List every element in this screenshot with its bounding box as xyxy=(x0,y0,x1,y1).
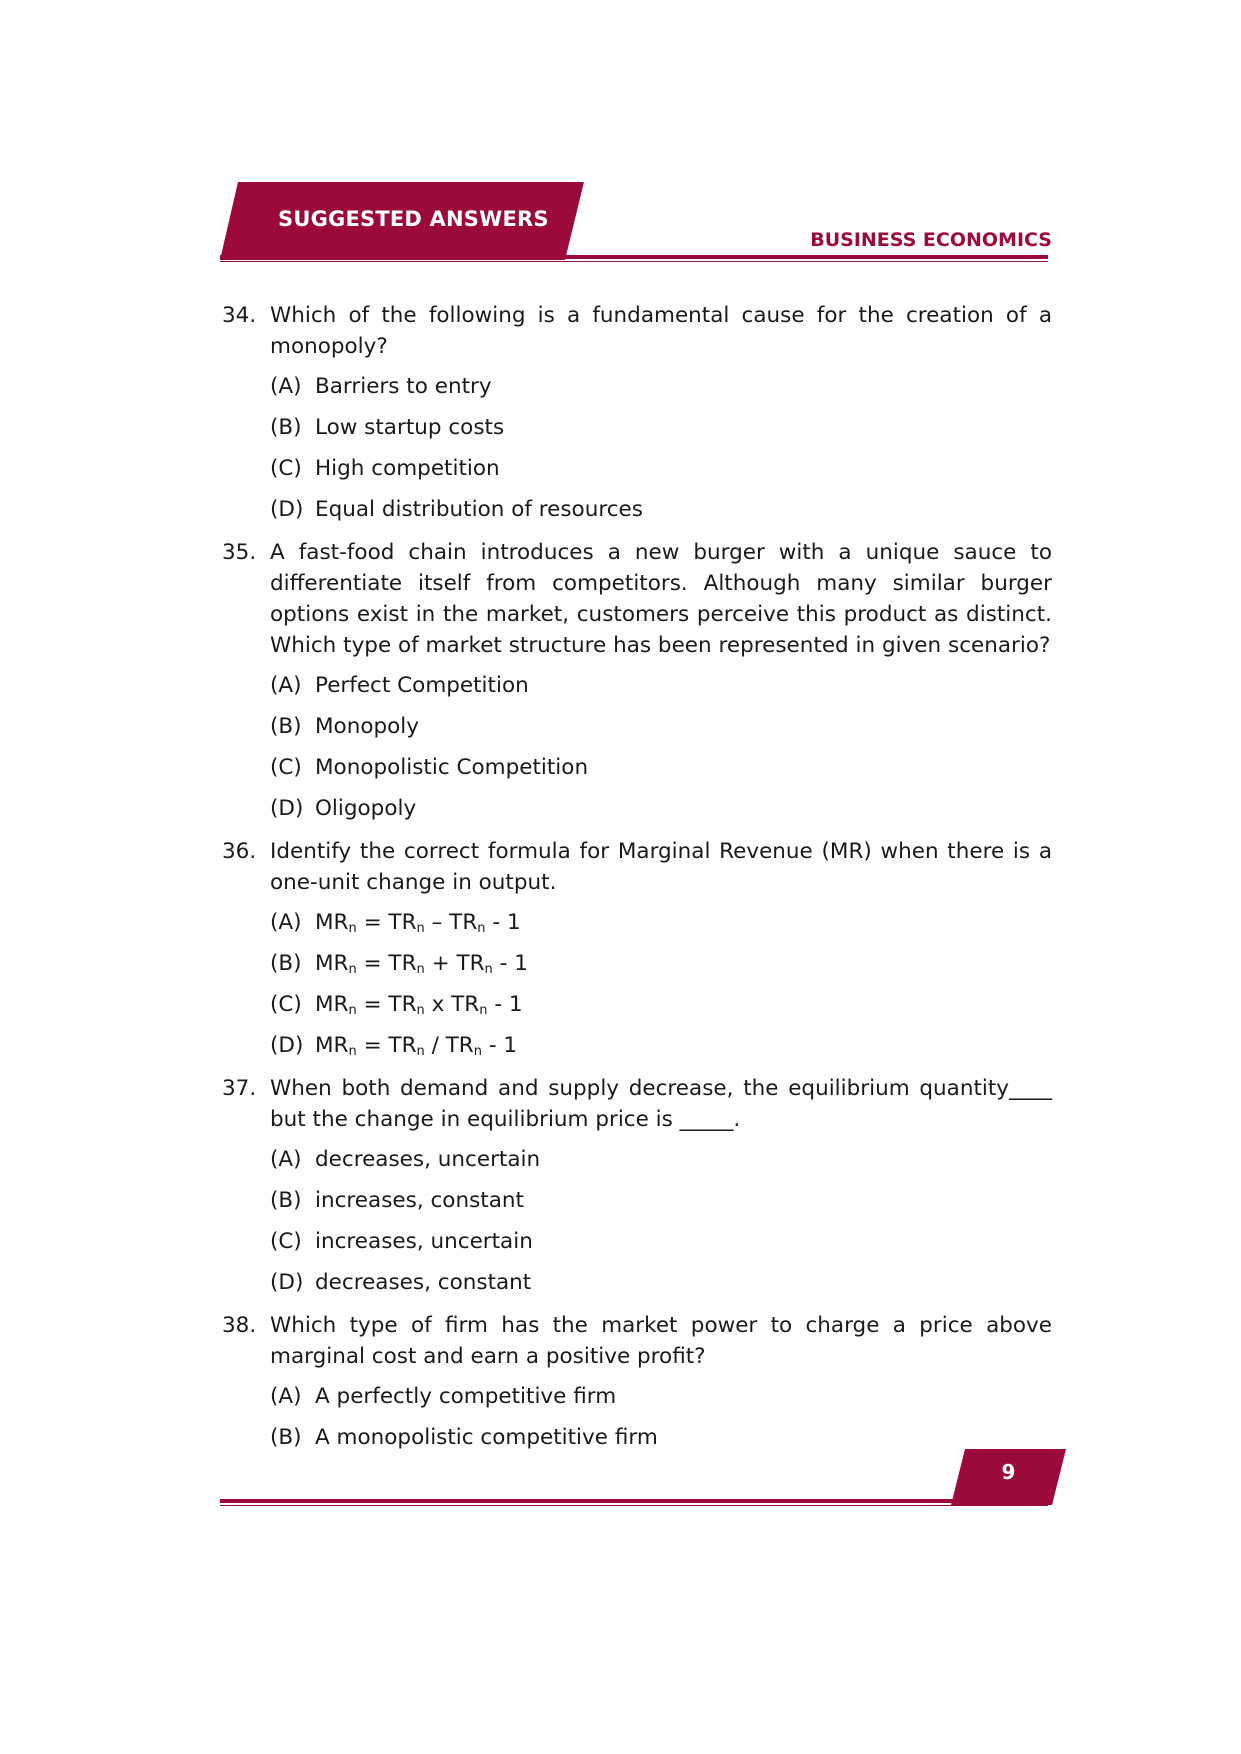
option-b xyxy=(270,1422,1052,1453)
option-label: (D) xyxy=(270,1270,304,1295)
formula: $MR_n = TR_n + TR_n - 1$ xyxy=(315,951,528,977)
option-b xyxy=(270,412,1052,443)
option-a xyxy=(270,371,1052,402)
option-label: (D) xyxy=(270,796,304,821)
option-list xyxy=(270,1144,1052,1298)
option-text: Equal distribution of resources xyxy=(315,497,643,522)
footer-rule-thick xyxy=(220,1499,953,1503)
question-number: 38. xyxy=(222,1313,257,1338)
option-text: increases, uncertain xyxy=(315,1229,533,1254)
option-text: A monopolistic competitive firm xyxy=(315,1425,658,1450)
option-label: (B) xyxy=(270,1188,302,1213)
question-list xyxy=(222,300,1052,1465)
option-label: (D) xyxy=(270,1033,304,1058)
option-b xyxy=(270,711,1052,742)
option-label: (C) xyxy=(270,456,302,481)
question-text: Which type of firm has the market power to charge a price above marginal cost and earn a positive profit? xyxy=(270,1313,1052,1369)
formula: $MR_n = TR_n - TR_n - 1$ xyxy=(315,910,521,936)
question-36 xyxy=(222,836,1052,1061)
option-list xyxy=(270,907,1052,1061)
option-b xyxy=(270,1185,1052,1216)
option-text: Monopolistic Competition xyxy=(315,755,589,780)
option-text: Perfect Competition xyxy=(315,673,529,698)
option-text: increases, constant xyxy=(315,1188,524,1213)
option-list xyxy=(270,670,1052,824)
option-c xyxy=(270,989,1052,1020)
option-c xyxy=(270,1226,1052,1257)
header-rule-thick xyxy=(220,255,1048,259)
option-label: (C) xyxy=(270,992,302,1017)
question-text: When both demand and supply decrease, the equilibrium quantity____ but the change in equilibrium price is _____. xyxy=(270,1076,1052,1132)
option-label: (A) xyxy=(270,374,302,399)
option-list xyxy=(270,1381,1052,1453)
footer-rule-thin xyxy=(220,1505,1048,1506)
option-label: (A) xyxy=(270,910,302,935)
option-label: (B) xyxy=(270,951,302,976)
option-c xyxy=(270,453,1052,484)
option-a xyxy=(270,670,1052,701)
option-text: decreases, constant xyxy=(315,1270,532,1295)
option-label: (C) xyxy=(270,1229,302,1254)
option-text: Barriers to entry xyxy=(315,374,492,399)
option-list xyxy=(270,371,1052,525)
option-a xyxy=(270,907,1052,938)
option-text: A perfectly competitive firm xyxy=(315,1384,617,1409)
option-text: Monopoly xyxy=(315,714,419,739)
option-text: High competition xyxy=(315,456,500,481)
option-c xyxy=(270,752,1052,783)
question-number: 37. xyxy=(222,1076,257,1101)
question-34 xyxy=(222,300,1052,525)
formula: $MR_n = TR_n$ x $TR_n - 1$ xyxy=(315,992,523,1018)
option-label: (A) xyxy=(270,673,302,698)
question-38 xyxy=(222,1310,1052,1453)
option-label: (D) xyxy=(270,497,304,522)
option-label: (B) xyxy=(270,714,302,739)
option-a xyxy=(270,1381,1052,1412)
question-text: A fast-food chain introduces a new burger with a unique sauce to differentiate itself from competitors. Although many similar burger options exist in the market, customers perceive this product as distinct. Which type of market structure has been represented in given scenario? xyxy=(270,540,1052,658)
option-label: (B) xyxy=(270,1425,302,1450)
option-d xyxy=(270,793,1052,824)
option-d xyxy=(270,494,1052,525)
formula: $MR_n = TR_n / TR_n - 1$ xyxy=(315,1033,518,1059)
option-label: (A) xyxy=(270,1147,302,1172)
question-number: 34. xyxy=(222,303,257,328)
option-label: (C) xyxy=(270,755,302,780)
option-text: Oligopoly xyxy=(315,796,417,821)
question-37 xyxy=(222,1073,1052,1298)
header-rule-thin xyxy=(220,261,1048,262)
header-tab-title: SUGGESTED ANSWERS xyxy=(278,207,549,231)
subject-title: BUSINESS ECONOMICS xyxy=(810,229,1052,251)
option-text: decreases, uncertain xyxy=(315,1147,541,1172)
question-35 xyxy=(222,537,1052,824)
option-a xyxy=(270,1144,1052,1175)
option-d xyxy=(270,1267,1052,1298)
option-d xyxy=(270,1030,1052,1061)
page-number: 9 xyxy=(1001,1460,1016,1484)
option-b xyxy=(270,948,1052,979)
question-text: Which of the following is a fundamental cause for the creation of a monopoly? xyxy=(270,303,1052,359)
option-label: (A) xyxy=(270,1384,302,1409)
question-text: Identify the correct formula for Marginal Revenue (MR) when there is a one-unit change in output. xyxy=(270,839,1052,895)
question-number: 36. xyxy=(222,839,257,864)
option-label: (B) xyxy=(270,415,302,440)
option-text: Low startup costs xyxy=(315,415,505,440)
question-number: 35. xyxy=(222,540,257,565)
